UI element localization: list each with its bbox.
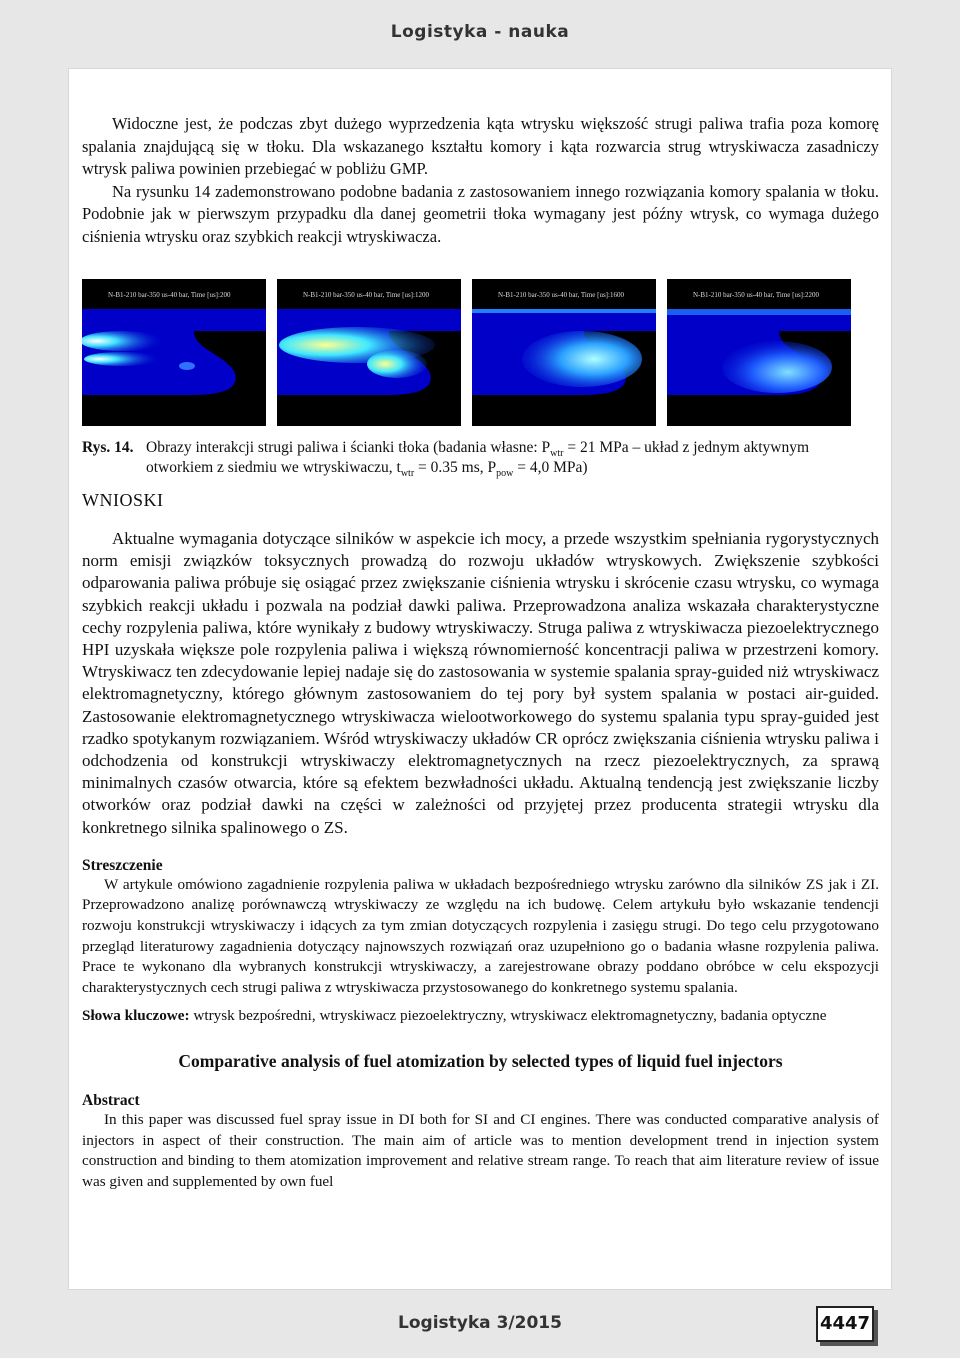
conclusions-text: Aktualne wymagania dotyczące silników w aspekcie ich mocy, a przede wszystkim spełniania rygorystycznych norm emisji związków toksycznych prowadzą do rozwoju układów wtryskowych. Zwiększenie szybkości odparowania paliwa próbuje się osiągać przez zwiększanie ciśnienia wtrysku i skrócenie czasu wtrysku, co wymaga szybkich reakcji układu i pozwala na podział dawki paliwa. Przeprowadzona analiza wskazała charakterystyczne cechy rozpylenia paliwa, które wynikały z budowy wtryskiwaczy. Struga paliwa z wtryskiwacza piezoelektrycznego HPI uzyskała większe pole rozpylenia paliwa i większą równomierność koncentracji paliwa w przestrzeni komory. Wtryskiwacz ten zdecydowanie lepiej nadaje się do zastosowania w systemie spalania spray-guided niż wtryskiwacz elektromagnetyczny, którego głównym zastosowaniem do tej pory był system spalania w postaci air-guided. Zastosowanie elektromagnetycznego wtryskiwacza wielootworkowego do systemu spalania typu spray-guided jest rzadko spotykanym rozwiązaniem. Wśród wtryskiwaczy układów CR oprócz zwiększania ciśnienia wtrysku paliwa i odchodzenia od konstrukcji wtryskiwaczy elektromagnetycznych na rzecz piezoelektrycznych, za sprawą minimalnych czasów otwarcia, które są efektem bezwładności układu. Aktualną tendencją jest zwiększanie liczby otworków oraz podział dawki na części w zależności od przyjętej przez producenta strategii wtrysku dla konkretnego silnika spalinowego o ZS. (82, 529, 879, 837)
conclusions-heading: WNIOSKI (82, 490, 164, 510)
figure-label-2: N-B1-210 bar-350 us-40 bar, Time [us]:1200 (303, 291, 429, 299)
spray-image-2 (277, 279, 461, 426)
content (82, 113, 879, 1192)
page (68, 68, 892, 1290)
running-footer: Logistyka 3/2015 (398, 1313, 562, 1333)
intro-paragraph-1: Widoczne jest, że podczas zbyt dużego wyprzedzenia kąta wtrysku większość strugi paliwa trafia poza komorę spalania znajdującą się w tłoku. Dla wskazanego kształtu komory i kąta rozwarcia strug wtryskiwacza zasadniczy wtrysk paliwa powinien przebiegać w pobliżu GMP. (82, 114, 879, 178)
abstract-text: In this paper was discussed fuel spray issue in DI both for SI and CI engines. There was conducted comparative analysis of injectors in aspect of their construction. The main aim of article was to mention development trend in injection system construction and binding to them atomization improvement and relative stream range. To reach that aim literature review of issue was given and supplemented by own fuel (82, 1111, 879, 1190)
keywords-text: wtrysk bezpośredni, wtryskiwacz piezoelektryczny, wtryskiwacz elektromagnetyczny, badania optyczne (189, 1007, 827, 1025)
keywords (82, 1006, 879, 1027)
spray-visual-2 (277, 279, 461, 426)
figure-label-1: N-B1-210 bar-350 us-40 bar, Time [us]:200 (108, 291, 231, 299)
spray-visual-3 (472, 279, 656, 426)
caption-number: Rys. 14. (82, 439, 134, 456)
running-header: Logistyka - nauka (390, 22, 570, 42)
spray-image-1 (82, 279, 266, 426)
summary-heading: Streszczenie (82, 856, 163, 874)
summary-text: W artykule omówiono zagadnienie rozpylenia paliwa w układach bezpośredniego wtrysku zarówno dla silników ZS jak i ZI. Przeprowadzono analizę porównawczą wtryskiwaczy ze względu na ich budowę. Celem artykułu było wskazanie tendencji rozwoju konstrukcji wtryskiwaczy i idących za tym zmian dotyczących rozpylenia i zasięgu strugi. Do tego celu przygotowano przegląd literaturowy zagadnienia dotyczący najnowszych rozwiązań oraz uzupełniono go o badania własne rozpylenia paliwa. Prace te wykonano dla wybranych konstrukcji wtryskiwaczy, a zarejestrowane obrazy poddano obróbce w celu ekspozycji charakterystycznych cech strugi paliwa z wtryskiwacza przystosowanego do konkretnego systemu spalania. (82, 875, 879, 996)
spray-visual-4 (667, 279, 851, 426)
spray-image-4 (667, 279, 851, 426)
spray-image-3 (472, 279, 656, 426)
figure-caption (82, 438, 879, 478)
figure-label-3: N-B1-210 bar-350 us-40 bar, Time [us]:1600 (498, 291, 624, 299)
figure-row (82, 279, 879, 426)
keywords-label: Słowa kluczowe: (82, 1007, 190, 1025)
intro-paragraph-2: Na rysunku 14 zademonstrowano podobne badania z zastosowaniem innego rozwiązania komory spalania w tłoku. Podobnie jak w pierwszym przypadku dla danej geometrii tłoka wymagany jest późny wtrysk, co wymaga dużego ciśnienia wtrysku oraz szybkich reakcji wtryskiwacza. (82, 181, 879, 246)
page-number: 4447 (816, 1306, 874, 1342)
spray-visual-1 (82, 279, 266, 426)
caption-text: Obrazy interakcji strugi paliwa i ścianki tłoka (badania własne: $P_{wtr} = 21$ MPa – układ z jednym aktywnym otworkiem z siedmiu we wtryskiwaczu, $t_{wtr} = 0.35$ ms, $P_{pow} = 4,0$ MPa) (146, 439, 810, 480)
figure-label-4: N-B1-210 bar-350 us-40 bar, Time [us]:2200 (693, 291, 819, 299)
abstract-heading: Abstract (82, 1092, 140, 1109)
intro-section (82, 113, 879, 248)
english-title: Comparative analysis of fuel atomization by selected types of liquid fuel injectors (178, 1051, 783, 1071)
